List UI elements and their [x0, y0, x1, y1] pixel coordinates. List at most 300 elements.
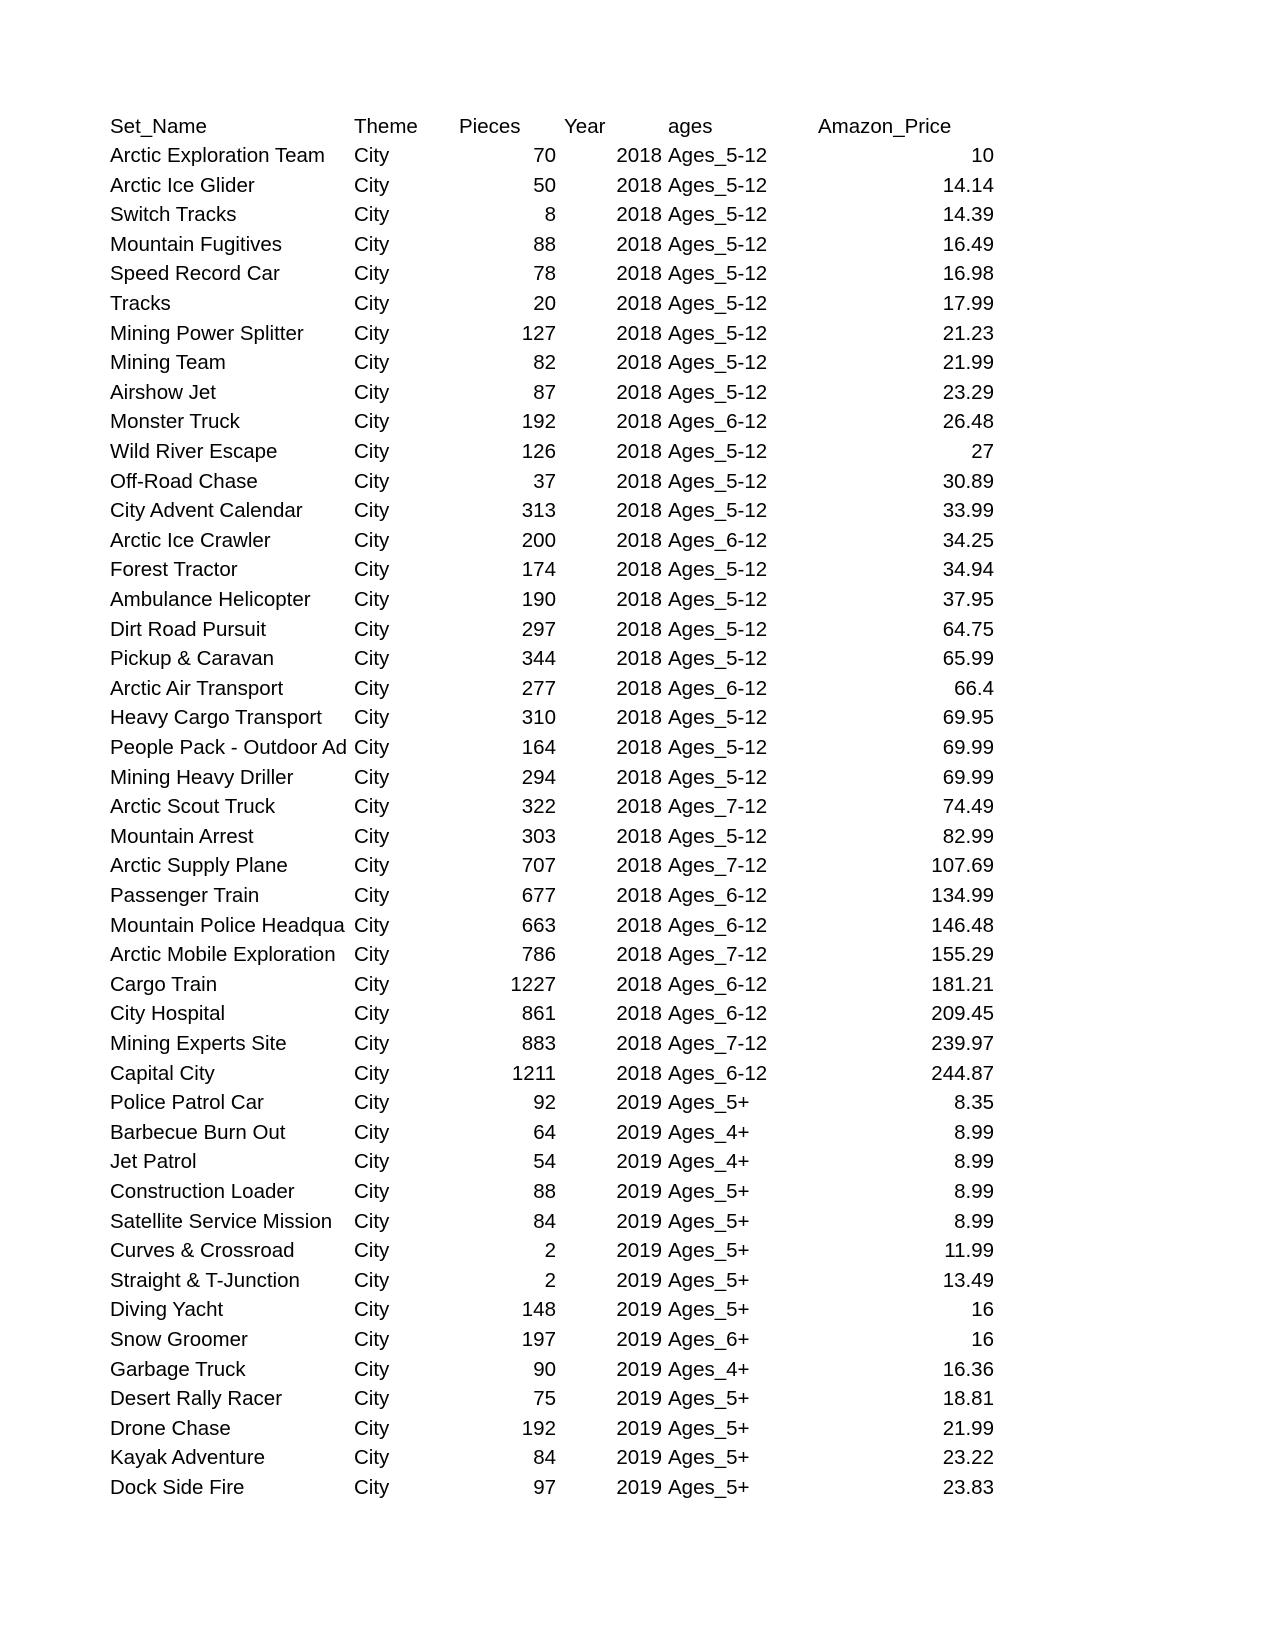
cell-year: 2019: [616, 1446, 662, 1470]
cell-pieces: 88: [533, 232, 556, 256]
cell-pieces: 883: [521, 1032, 556, 1055]
cell-year: 2019: [616, 1387, 662, 1411]
cell-theme: City: [354, 1091, 390, 1115]
cell-pieces: 78: [533, 262, 556, 286]
cell-amazon-price: 146.48: [931, 913, 994, 937]
cell-ages: Ages_5-12: [668, 321, 768, 345]
cell-theme: City: [354, 617, 390, 641]
cell-amazon-price: 17.99: [942, 292, 994, 315]
cell-ages: Ages_6-12: [668, 528, 768, 552]
cell-ages: Ages_5+: [668, 1091, 750, 1115]
table-row: [0, 1355, 1275, 1385]
cell-year: 2018: [616, 440, 662, 463]
cell-set-name: Cargo Train: [110, 972, 218, 996]
cell-pieces: 88: [533, 1180, 556, 1203]
cell-theme: City: [354, 558, 390, 582]
cell-ages: Ages_5-12: [668, 469, 768, 493]
cell-year: 2018: [616, 351, 662, 375]
cell-theme: City: [354, 1180, 390, 1203]
header-ages: ages: [668, 115, 713, 138]
cell-theme: City: [354, 706, 390, 730]
cell-year: 2019: [616, 1298, 662, 1322]
cell-theme: City: [354, 144, 390, 167]
table-row: [0, 644, 1275, 674]
cell-set-name: Mountain Fugitives: [110, 232, 283, 256]
cell-ages: Ages_7-12: [668, 943, 768, 967]
cell-pieces: 97: [533, 1476, 556, 1499]
cell-year: 2019: [616, 1180, 662, 1203]
cell-amazon-price: 181.21: [931, 972, 994, 996]
cell-year: 2018: [616, 499, 662, 523]
cell-amazon-price: 107.69: [931, 854, 994, 878]
cell-amazon-price: 66.4: [954, 676, 994, 700]
cell-set-name: Mining Heavy Driller: [110, 765, 294, 789]
cell-pieces: 322: [521, 795, 556, 819]
cell-year: 2019: [616, 1150, 662, 1174]
cell-amazon-price: 155.29: [931, 943, 994, 967]
cell-set-name: City Hospital: [110, 1002, 226, 1026]
table-row: [0, 1029, 1275, 1059]
cell-pieces: 677: [521, 884, 556, 907]
cell-amazon-price: 23.83: [942, 1476, 994, 1499]
cell-theme: City: [354, 232, 390, 256]
cell-theme: City: [354, 913, 390, 937]
cell-set-name: Drone Chase: [110, 1416, 231, 1440]
table-row: [0, 1473, 1275, 1503]
cell-amazon-price: 34.25: [942, 528, 994, 552]
cell-theme: City: [354, 884, 390, 907]
cell-theme: City: [354, 410, 390, 434]
cell-theme: City: [354, 1328, 390, 1351]
cell-pieces: 54: [533, 1150, 556, 1174]
cell-year: 2019: [616, 1209, 662, 1233]
cell-year: 2018: [616, 558, 662, 582]
cell-set-name: Arctic Ice Glider: [110, 173, 255, 197]
table-row: [0, 851, 1275, 881]
cell-ages: Ages_5-12: [668, 232, 768, 256]
cell-theme: City: [354, 321, 390, 345]
cell-year: 2018: [616, 943, 662, 967]
cell-pieces: 8: [544, 203, 556, 227]
cell-amazon-price: 134.99: [931, 884, 994, 907]
table-row: [0, 348, 1275, 378]
cell-set-name: City Advent Calendar: [110, 499, 303, 523]
cell-year: 2018: [616, 528, 662, 552]
cell-theme: City: [354, 676, 390, 700]
cell-year: 2018: [616, 262, 662, 286]
cell-amazon-price: 10: [971, 144, 994, 167]
cell-pieces: 148: [521, 1298, 556, 1322]
cell-set-name: Kayak Adventure: [110, 1446, 265, 1470]
cell-ages: Ages_5-12: [668, 736, 768, 759]
cell-amazon-price: 11.99: [944, 1239, 994, 1263]
cell-theme: City: [354, 1061, 390, 1085]
cell-year: 2018: [616, 706, 662, 730]
cell-ages: Ages_5-12: [668, 351, 768, 375]
cell-theme: City: [354, 736, 390, 759]
cell-amazon-price: 21.99: [942, 351, 994, 375]
table-row: [0, 230, 1275, 260]
cell-year: 2018: [616, 1061, 662, 1085]
table-row: [0, 763, 1275, 793]
cell-set-name: Airshow Jet: [110, 380, 216, 404]
cell-amazon-price: 74.49: [942, 795, 994, 819]
cell-ages: Ages_7-12: [668, 795, 768, 819]
cell-ages: Ages_7-12: [668, 1032, 768, 1055]
cell-theme: City: [354, 351, 390, 375]
table-row: [0, 378, 1275, 408]
table-row: [0, 1059, 1275, 1089]
cell-theme: City: [354, 1150, 390, 1174]
cell-ages: Ages_6-12: [668, 884, 768, 907]
cell-ages: Ages_6-12: [668, 410, 768, 434]
table-row: [0, 940, 1275, 970]
table-row: [0, 200, 1275, 230]
cell-amazon-price: 16: [971, 1328, 994, 1351]
cell-set-name: People Pack - Outdoor Ad: [110, 736, 348, 759]
cell-year: 2018: [616, 1032, 662, 1055]
table-row: [0, 822, 1275, 852]
cell-theme: City: [354, 1239, 390, 1263]
cell-theme: City: [354, 1002, 390, 1026]
cell-amazon-price: 16.36: [942, 1357, 994, 1381]
cell-ages: Ages_6-12: [668, 1061, 768, 1085]
cell-year: 2019: [616, 1120, 662, 1144]
cell-theme: City: [354, 203, 390, 227]
cell-pieces: 192: [521, 1416, 556, 1440]
header-set-name: Set_Name: [110, 115, 207, 138]
cell-ages: Ages_5+: [668, 1387, 750, 1411]
cell-year: 2018: [616, 144, 662, 167]
cell-set-name: Diving Yacht: [110, 1298, 224, 1322]
cell-ages: Ages_5-12: [668, 558, 768, 582]
cell-set-name: Off-Road Chase: [110, 469, 258, 493]
cell-theme: City: [354, 1268, 390, 1292]
cell-amazon-price: 23.29: [942, 380, 994, 404]
cell-theme: City: [354, 1032, 390, 1055]
cell-pieces: 197: [521, 1328, 556, 1351]
cell-amazon-price: 8.99: [954, 1150, 994, 1174]
cell-set-name: Satellite Service Mission: [110, 1209, 333, 1233]
cell-pieces: 2: [544, 1268, 556, 1292]
table-row: [0, 881, 1275, 911]
table-row: [0, 555, 1275, 585]
cell-year: 2018: [616, 736, 662, 759]
table-row: [0, 585, 1275, 615]
cell-ages: Ages_7-12: [668, 854, 768, 878]
table-row: [0, 1088, 1275, 1118]
header-amazon-price: Amazon_Price: [818, 115, 952, 138]
cell-pieces: 64: [533, 1120, 556, 1144]
cell-set-name: Speed Record Car: [110, 262, 280, 286]
cell-amazon-price: 209.45: [931, 1002, 994, 1026]
cell-theme: City: [354, 1298, 390, 1322]
cell-set-name: Construction Loader: [110, 1180, 295, 1203]
cell-pieces: 127: [521, 321, 556, 345]
cell-ages: Ages_6-12: [668, 913, 768, 937]
cell-pieces: 90: [533, 1357, 556, 1381]
cell-set-name: Police Patrol Car: [110, 1091, 264, 1115]
cell-pieces: 84: [533, 1446, 556, 1470]
cell-pieces: 190: [521, 588, 556, 611]
cell-theme: City: [354, 1357, 390, 1381]
cell-pieces: 663: [521, 913, 556, 937]
cell-ages: Ages_5-12: [668, 499, 768, 523]
cell-ages: Ages_5+: [668, 1476, 750, 1499]
cell-amazon-price: 37.95: [942, 588, 994, 611]
cell-year: 2018: [616, 292, 662, 315]
cell-ages: Ages_6-12: [668, 1002, 768, 1026]
cell-year: 2018: [616, 588, 662, 611]
cell-set-name: Pickup & Caravan: [110, 647, 275, 671]
cell-amazon-price: 69.95: [942, 706, 994, 730]
cell-amazon-price: 8.99: [954, 1120, 994, 1144]
cell-year: 2019: [616, 1239, 662, 1263]
cell-amazon-price: 8.35: [954, 1091, 994, 1115]
cell-theme: City: [354, 824, 390, 848]
cell-year: 2018: [616, 884, 662, 907]
cell-set-name: Desert Rally Racer: [110, 1387, 283, 1411]
cell-amazon-price: 16.49: [942, 232, 994, 256]
cell-theme: City: [354, 1209, 390, 1233]
table-row: [0, 1118, 1275, 1148]
cell-set-name: Garbage Truck: [110, 1357, 246, 1381]
cell-set-name: Mining Team: [110, 351, 226, 375]
cell-ages: Ages_4+: [668, 1120, 750, 1144]
table-row: [0, 999, 1275, 1029]
cell-set-name: Mining Power Splitter: [110, 321, 304, 345]
cell-year: 2018: [616, 321, 662, 345]
cell-year: 2019: [616, 1416, 662, 1440]
cell-year: 2018: [616, 824, 662, 848]
cell-ages: Ages_4+: [668, 1357, 750, 1381]
cell-ages: Ages_5-12: [668, 647, 768, 671]
cell-year: 2018: [616, 203, 662, 227]
cell-pieces: 277: [521, 676, 556, 700]
cell-pieces: 294: [521, 765, 556, 789]
cell-pieces: 344: [521, 647, 556, 671]
cell-pieces: 174: [521, 558, 556, 582]
cell-set-name: Capital City: [110, 1061, 215, 1085]
cell-pieces: 1211: [511, 1061, 556, 1085]
cell-theme: City: [354, 1416, 390, 1440]
cell-set-name: Monster Truck: [110, 410, 240, 434]
cell-set-name: Wild River Escape: [110, 440, 278, 463]
cell-pieces: 20: [533, 292, 556, 315]
cell-ages: Ages_5-12: [668, 173, 768, 197]
cell-year: 2018: [616, 469, 662, 493]
table-row: [0, 674, 1275, 704]
cell-pieces: 37: [533, 469, 556, 493]
table-row: [0, 1384, 1275, 1414]
cell-theme: City: [354, 292, 390, 315]
table-row: [0, 319, 1275, 349]
cell-amazon-price: 18.81: [942, 1387, 994, 1411]
cell-ages: Ages_5-12: [668, 824, 768, 848]
cell-amazon-price: 33.99: [942, 499, 994, 523]
cell-set-name: Curves & Crossroad: [110, 1239, 295, 1263]
table-row: [0, 1295, 1275, 1325]
cell-ages: Ages_5+: [668, 1239, 750, 1263]
cell-ages: Ages_5-12: [668, 588, 768, 611]
cell-theme: City: [354, 943, 390, 967]
cell-ages: Ages_5+: [668, 1268, 750, 1292]
table-row: [0, 1266, 1275, 1296]
cell-set-name: Heavy Cargo Transport: [110, 706, 322, 730]
cell-theme: City: [354, 380, 390, 404]
cell-ages: Ages_5-12: [668, 144, 768, 167]
cell-set-name: Mining Experts Site: [110, 1032, 287, 1055]
cell-theme: City: [354, 528, 390, 552]
table-row: [0, 970, 1275, 1000]
cell-pieces: 861: [521, 1002, 556, 1026]
cell-amazon-price: 8.99: [954, 1209, 994, 1233]
cell-ages: Ages_5+: [668, 1298, 750, 1322]
cell-set-name: Mountain Police Headqua: [110, 913, 345, 937]
cell-pieces: 310: [521, 706, 556, 730]
table-row: [0, 141, 1275, 171]
cell-theme: City: [354, 854, 390, 878]
cell-amazon-price: 13.49: [942, 1268, 994, 1292]
header-row: [0, 112, 1275, 142]
cell-ages: Ages_5-12: [668, 380, 768, 404]
cell-theme: City: [354, 647, 390, 671]
cell-amazon-price: 65.99: [942, 647, 994, 671]
cell-set-name: Ambulance Helicopter: [110, 588, 311, 611]
cell-theme: City: [354, 588, 390, 611]
cell-ages: Ages_6-12: [668, 676, 768, 700]
cell-amazon-price: 34.94: [942, 558, 994, 582]
cell-ages: Ages_5+: [668, 1446, 750, 1470]
cell-ages: Ages_6+: [668, 1328, 750, 1351]
table-row: [0, 467, 1275, 497]
cell-ages: Ages_6-12: [668, 972, 768, 996]
cell-year: 2018: [616, 972, 662, 996]
cell-ages: Ages_5-12: [668, 262, 768, 286]
cell-set-name: Arctic Scout Truck: [110, 795, 276, 819]
cell-year: 2019: [616, 1357, 662, 1381]
cell-theme: City: [354, 1476, 390, 1499]
cell-year: 2018: [616, 173, 662, 197]
cell-year: 2018: [616, 676, 662, 700]
cell-ages: Ages_5+: [668, 1209, 750, 1233]
table-row: [0, 1443, 1275, 1473]
cell-amazon-price: 16.98: [942, 262, 994, 286]
table-row: [0, 437, 1275, 467]
table-row: [0, 496, 1275, 526]
cell-pieces: 1227: [510, 972, 556, 996]
table-row: [0, 1177, 1275, 1207]
table-row: [0, 733, 1275, 763]
cell-ages: Ages_5+: [668, 1416, 750, 1440]
cell-pieces: 50: [533, 173, 556, 197]
cell-amazon-price: 23.22: [942, 1446, 994, 1470]
cell-set-name: Dirt Road Pursuit: [110, 617, 267, 641]
cell-set-name: Arctic Air Transport: [110, 676, 284, 700]
cell-theme: City: [354, 972, 390, 996]
cell-pieces: 87: [533, 380, 556, 404]
cell-year: 2018: [616, 854, 662, 878]
cell-set-name: Tracks: [110, 292, 171, 315]
cell-year: 2018: [616, 232, 662, 256]
cell-pieces: 303: [521, 824, 556, 848]
cell-set-name: Arctic Ice Crawler: [110, 528, 271, 552]
cell-ages: Ages_5-12: [668, 203, 768, 227]
cell-ages: Ages_5-12: [668, 617, 768, 641]
cell-amazon-price: 82.99: [942, 824, 994, 848]
cell-year: 2019: [616, 1328, 662, 1351]
cell-ages: Ages_5-12: [668, 706, 768, 730]
cell-amazon-price: 14.14: [942, 173, 994, 197]
cell-amazon-price: 69.99: [942, 765, 994, 789]
cell-amazon-price: 14.39: [942, 203, 994, 227]
table-row: [0, 703, 1275, 733]
cell-year: 2018: [616, 1002, 662, 1026]
cell-pieces: 70: [533, 144, 556, 167]
cell-ages: Ages_5-12: [668, 292, 768, 315]
cell-amazon-price: 69.99: [942, 736, 994, 759]
cell-pieces: 200: [521, 528, 556, 552]
cell-set-name: Passenger Train: [110, 884, 260, 907]
cell-year: 2018: [616, 795, 662, 819]
cell-pieces: 82: [533, 351, 556, 375]
cell-year: 2019: [616, 1268, 662, 1292]
table-row: [0, 792, 1275, 822]
cell-amazon-price: 21.99: [942, 1416, 994, 1440]
cell-set-name: Arctic Mobile Exploration: [110, 943, 336, 967]
cell-pieces: 313: [521, 499, 556, 523]
cell-ages: Ages_4+: [668, 1150, 750, 1174]
cell-theme: City: [354, 262, 390, 286]
table-row: [0, 1414, 1275, 1444]
cell-year: 2018: [616, 913, 662, 937]
cell-year: 2018: [616, 647, 662, 671]
cell-theme: City: [354, 499, 390, 523]
header-pieces: Pieces: [459, 115, 521, 138]
table-row: [0, 1207, 1275, 1237]
cell-ages: Ages_5-12: [668, 765, 768, 789]
cell-pieces: 2: [544, 1239, 556, 1263]
cell-theme: City: [354, 1387, 390, 1411]
table-row: [0, 1236, 1275, 1266]
cell-set-name: Mountain Arrest: [110, 824, 254, 848]
cell-pieces: 126: [521, 440, 556, 463]
table-row: [0, 526, 1275, 556]
cell-set-name: Arctic Supply Plane: [110, 854, 288, 878]
cell-theme: City: [354, 440, 390, 463]
cell-set-name: Snow Groomer: [110, 1328, 248, 1351]
cell-year: 2018: [616, 617, 662, 641]
cell-year: 2018: [616, 410, 662, 434]
cell-amazon-price: 239.97: [931, 1032, 994, 1055]
cell-amazon-price: 27: [971, 440, 994, 463]
table-row: [0, 259, 1275, 289]
cell-set-name: Switch Tracks: [110, 203, 237, 227]
cell-amazon-price: 244.87: [931, 1061, 994, 1085]
cell-year: 2019: [616, 1476, 662, 1499]
cell-pieces: 297: [521, 617, 556, 641]
cell-amazon-price: 16: [971, 1298, 994, 1322]
cell-amazon-price: 64.75: [942, 617, 994, 641]
cell-ages: Ages_5+: [668, 1180, 750, 1203]
header-year: Year: [564, 115, 606, 138]
table-row: [0, 289, 1275, 319]
cell-pieces: 84: [533, 1209, 556, 1233]
cell-amazon-price: 8.99: [954, 1180, 994, 1203]
cell-theme: City: [354, 469, 390, 493]
table-row: [0, 407, 1275, 437]
cell-pieces: 75: [533, 1387, 556, 1411]
